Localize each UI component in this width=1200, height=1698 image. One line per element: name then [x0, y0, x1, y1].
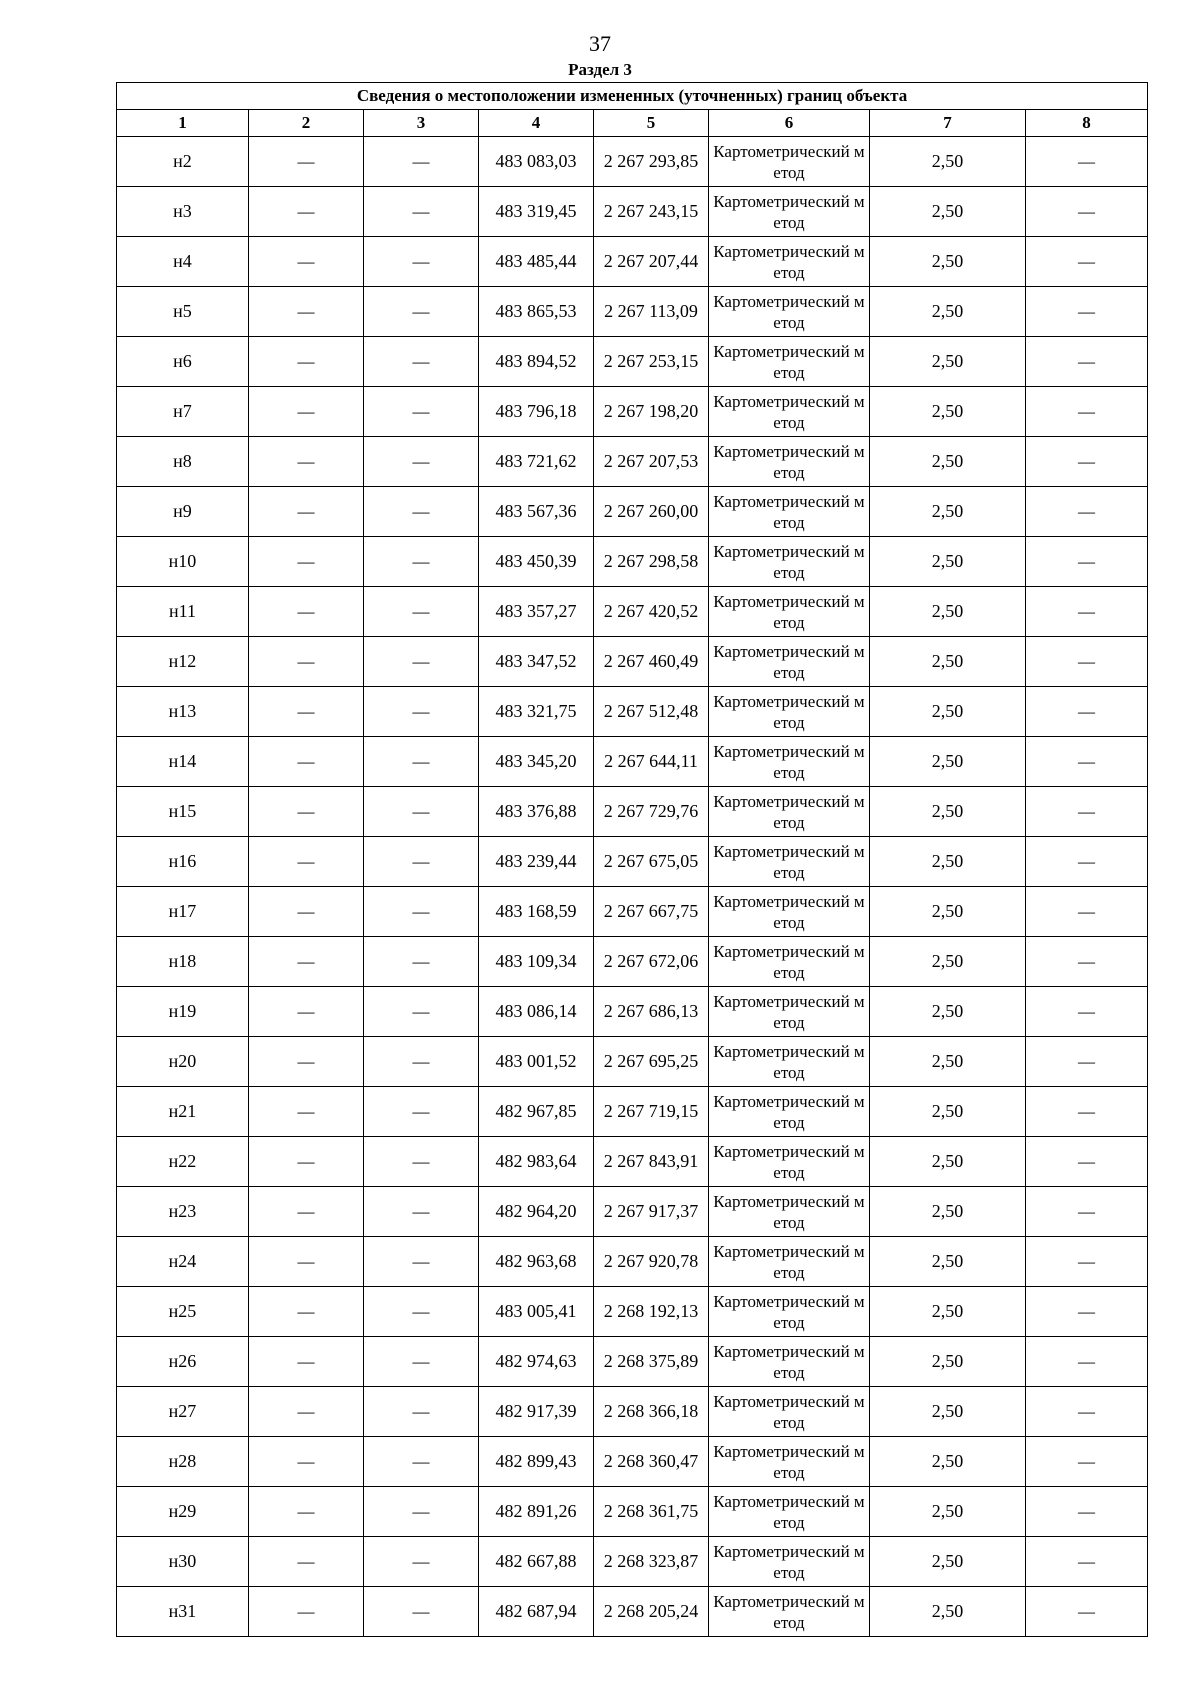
- empty-cell: —: [1026, 387, 1148, 437]
- empty-cell: —: [1026, 1337, 1148, 1387]
- empty-cell: —: [249, 1337, 364, 1387]
- column-header: 8: [1026, 110, 1148, 137]
- empty-cell: —: [364, 687, 479, 737]
- accuracy-cell: 2,50: [870, 687, 1026, 737]
- x-coordinate-cell: 483 865,53: [479, 287, 594, 337]
- point-number-cell: н9: [117, 487, 249, 537]
- x-coordinate-cell: 483 168,59: [479, 887, 594, 937]
- table-row: [117, 237, 1148, 287]
- x-coordinate-cell: 483 485,44: [479, 237, 594, 287]
- empty-cell: —: [249, 437, 364, 487]
- x-coordinate-cell: 483 083,03: [479, 137, 594, 187]
- empty-cell: —: [249, 387, 364, 437]
- accuracy-cell: 2,50: [870, 1237, 1026, 1287]
- accuracy-cell: 2,50: [870, 837, 1026, 887]
- empty-cell: —: [364, 1137, 479, 1187]
- empty-cell: —: [364, 387, 479, 437]
- accuracy-cell: 2,50: [870, 487, 1026, 537]
- y-coordinate-cell: 2 267 843,91: [594, 1137, 709, 1187]
- x-coordinate-cell: 483 239,44: [479, 837, 594, 887]
- method-cell: Картометрический метод: [709, 787, 870, 837]
- point-number-cell: н25: [117, 1287, 249, 1337]
- empty-cell: —: [1026, 337, 1148, 387]
- page-number: 37: [589, 31, 611, 56]
- column-header: 7: [870, 110, 1026, 137]
- empty-cell: —: [364, 987, 479, 1037]
- x-coordinate-cell: 483 357,27: [479, 587, 594, 637]
- table-row: [117, 137, 1148, 187]
- empty-cell: —: [1026, 1137, 1148, 1187]
- empty-cell: —: [1026, 287, 1148, 337]
- empty-cell: —: [364, 1487, 479, 1537]
- empty-cell: —: [1026, 237, 1148, 287]
- empty-cell: —: [364, 587, 479, 637]
- method-cell: Картометрический метод: [709, 937, 870, 987]
- point-number-cell: н15: [117, 787, 249, 837]
- x-coordinate-cell: 482 899,43: [479, 1437, 594, 1487]
- point-number-cell: н24: [117, 1237, 249, 1287]
- y-coordinate-cell: 2 268 360,47: [594, 1437, 709, 1487]
- table-row: [117, 737, 1148, 787]
- table-row: [117, 837, 1148, 887]
- empty-cell: —: [364, 1537, 479, 1587]
- x-coordinate-cell: 482 917,39: [479, 1387, 594, 1437]
- x-coordinate-cell: 482 667,88: [479, 1537, 594, 1587]
- empty-cell: —: [364, 887, 479, 937]
- x-coordinate-cell: 483 109,34: [479, 937, 594, 987]
- point-number-cell: н19: [117, 987, 249, 1037]
- x-coordinate-cell: 483 567,36: [479, 487, 594, 537]
- accuracy-cell: 2,50: [870, 1437, 1026, 1487]
- point-number-cell: н3: [117, 187, 249, 237]
- y-coordinate-cell: 2 267 260,00: [594, 487, 709, 537]
- x-coordinate-cell: 483 345,20: [479, 737, 594, 787]
- y-coordinate-cell: 2 267 920,78: [594, 1237, 709, 1287]
- empty-cell: —: [249, 787, 364, 837]
- empty-cell: —: [364, 1387, 479, 1437]
- method-cell: Картометрический метод: [709, 1137, 870, 1187]
- empty-cell: —: [249, 887, 364, 937]
- x-coordinate-cell: 483 321,75: [479, 687, 594, 737]
- empty-cell: —: [249, 637, 364, 687]
- table-caption-row: [117, 83, 1148, 110]
- empty-cell: —: [1026, 787, 1148, 837]
- table-row: [117, 487, 1148, 537]
- x-coordinate-cell: 483 001,52: [479, 1037, 594, 1087]
- empty-cell: —: [249, 1087, 364, 1137]
- x-coordinate-cell: 482 964,20: [479, 1187, 594, 1237]
- empty-cell: —: [1026, 1037, 1148, 1087]
- method-cell: Картометрический метод: [709, 387, 870, 437]
- accuracy-cell: 2,50: [870, 937, 1026, 987]
- empty-cell: —: [364, 937, 479, 987]
- method-cell: Картометрический метод: [709, 437, 870, 487]
- empty-cell: —: [249, 987, 364, 1037]
- table-row: [117, 637, 1148, 687]
- empty-cell: —: [1026, 937, 1148, 987]
- empty-cell: —: [249, 1237, 364, 1287]
- y-coordinate-cell: 2 267 695,25: [594, 1037, 709, 1087]
- empty-cell: —: [364, 237, 479, 287]
- empty-cell: —: [249, 1537, 364, 1587]
- empty-cell: —: [249, 137, 364, 187]
- x-coordinate-cell: 483 450,39: [479, 537, 594, 587]
- y-coordinate-cell: 2 267 686,13: [594, 987, 709, 1037]
- y-coordinate-cell: 2 267 719,15: [594, 1087, 709, 1137]
- table-row: [117, 1337, 1148, 1387]
- accuracy-cell: 2,50: [870, 987, 1026, 1037]
- empty-cell: —: [1026, 1487, 1148, 1537]
- x-coordinate-cell: 482 963,68: [479, 1237, 594, 1287]
- empty-cell: —: [1026, 887, 1148, 937]
- point-number-cell: н14: [117, 737, 249, 787]
- method-cell: Картометрический метод: [709, 287, 870, 337]
- point-number-cell: н8: [117, 437, 249, 487]
- empty-cell: —: [1026, 637, 1148, 687]
- empty-cell: —: [364, 437, 479, 487]
- x-coordinate-cell: 483 005,41: [479, 1287, 594, 1337]
- x-coordinate-cell: 482 891,26: [479, 1487, 594, 1537]
- empty-cell: —: [1026, 437, 1148, 487]
- empty-cell: —: [249, 837, 364, 887]
- empty-cell: —: [364, 1087, 479, 1137]
- column-header: 4: [479, 110, 594, 137]
- accuracy-cell: 2,50: [870, 1537, 1026, 1587]
- method-cell: Картометрический метод: [709, 837, 870, 887]
- table-row: [117, 937, 1148, 987]
- section-title: Раздел 3: [568, 60, 632, 79]
- table-row: [117, 1137, 1148, 1187]
- y-coordinate-cell: 2 267 113,09: [594, 287, 709, 337]
- accuracy-cell: 2,50: [870, 887, 1026, 937]
- empty-cell: —: [249, 1137, 364, 1187]
- empty-cell: —: [249, 587, 364, 637]
- y-coordinate-cell: 2 267 207,53: [594, 437, 709, 487]
- table-row: [117, 987, 1148, 1037]
- y-coordinate-cell: 2 268 375,89: [594, 1337, 709, 1387]
- empty-cell: —: [249, 537, 364, 587]
- table-row: [117, 1587, 1148, 1637]
- table-row: [117, 1487, 1148, 1537]
- y-coordinate-cell: 2 268 192,13: [594, 1287, 709, 1337]
- table-header-row: [117, 110, 1148, 137]
- empty-cell: —: [1026, 1187, 1148, 1237]
- y-coordinate-cell: 2 268 323,87: [594, 1537, 709, 1587]
- accuracy-cell: 2,50: [870, 587, 1026, 637]
- method-cell: Картометрический метод: [709, 1537, 870, 1587]
- point-number-cell: н16: [117, 837, 249, 887]
- method-cell: Картометрический метод: [709, 137, 870, 187]
- method-cell: Картометрический метод: [709, 487, 870, 537]
- y-coordinate-cell: 2 268 205,24: [594, 1587, 709, 1637]
- empty-cell: —: [364, 187, 479, 237]
- y-coordinate-cell: 2 267 644,11: [594, 737, 709, 787]
- table-row: [117, 887, 1148, 937]
- empty-cell: —: [249, 937, 364, 987]
- empty-cell: —: [249, 1387, 364, 1437]
- column-header: 3: [364, 110, 479, 137]
- method-cell: Картометрический метод: [709, 1037, 870, 1087]
- accuracy-cell: 2,50: [870, 1187, 1026, 1237]
- empty-cell: —: [364, 787, 479, 837]
- accuracy-cell: 2,50: [870, 637, 1026, 687]
- method-cell: Картометрический метод: [709, 1487, 870, 1537]
- empty-cell: —: [364, 1187, 479, 1237]
- method-cell: Картометрический метод: [709, 1587, 870, 1637]
- point-number-cell: н11: [117, 587, 249, 637]
- table-row: [117, 1187, 1148, 1237]
- x-coordinate-cell: 483 796,18: [479, 387, 594, 437]
- method-cell: Картометрический метод: [709, 1187, 870, 1237]
- empty-cell: —: [249, 487, 364, 537]
- empty-cell: —: [249, 337, 364, 387]
- x-coordinate-cell: 482 974,63: [479, 1337, 594, 1387]
- y-coordinate-cell: 2 267 198,20: [594, 387, 709, 437]
- y-coordinate-cell: 2 267 729,76: [594, 787, 709, 837]
- method-cell: Картометрический метод: [709, 1287, 870, 1337]
- empty-cell: —: [364, 637, 479, 687]
- y-coordinate-cell: 2 267 298,58: [594, 537, 709, 587]
- point-number-cell: н5: [117, 287, 249, 337]
- empty-cell: —: [249, 1587, 364, 1637]
- point-number-cell: н18: [117, 937, 249, 987]
- table-row: [117, 387, 1148, 437]
- y-coordinate-cell: 2 267 460,49: [594, 637, 709, 687]
- point-number-cell: н31: [117, 1587, 249, 1637]
- x-coordinate-cell: 483 894,52: [479, 337, 594, 387]
- method-cell: Картометрический метод: [709, 1087, 870, 1137]
- y-coordinate-cell: 2 267 512,48: [594, 687, 709, 737]
- method-cell: Картометрический метод: [709, 637, 870, 687]
- empty-cell: —: [1026, 587, 1148, 637]
- x-coordinate-cell: 483 319,45: [479, 187, 594, 237]
- empty-cell: —: [249, 737, 364, 787]
- empty-cell: —: [364, 1337, 479, 1387]
- empty-cell: —: [1026, 1087, 1148, 1137]
- point-number-cell: н26: [117, 1337, 249, 1387]
- y-coordinate-cell: 2 267 667,75: [594, 887, 709, 937]
- accuracy-cell: 2,50: [870, 787, 1026, 837]
- method-cell: Картометрический метод: [709, 237, 870, 287]
- point-number-cell: н17: [117, 887, 249, 937]
- empty-cell: —: [1026, 837, 1148, 887]
- accuracy-cell: 2,50: [870, 1037, 1026, 1087]
- empty-cell: —: [249, 687, 364, 737]
- method-cell: Картометрический метод: [709, 887, 870, 937]
- empty-cell: —: [1026, 1237, 1148, 1287]
- empty-cell: —: [249, 187, 364, 237]
- empty-cell: —: [364, 1287, 479, 1337]
- y-coordinate-cell: 2 267 420,52: [594, 587, 709, 637]
- method-cell: Картометрический метод: [709, 737, 870, 787]
- table-caption: Сведения о местоположении измененных (уточненных) границ объекта: [117, 83, 1148, 110]
- table-row: [117, 1437, 1148, 1487]
- accuracy-cell: 2,50: [870, 1087, 1026, 1137]
- accuracy-cell: 2,50: [870, 1337, 1026, 1387]
- y-coordinate-cell: 2 267 675,05: [594, 837, 709, 887]
- table-row: [117, 537, 1148, 587]
- table-row: [117, 1287, 1148, 1337]
- x-coordinate-cell: 483 376,88: [479, 787, 594, 837]
- y-coordinate-cell: 2 267 293,85: [594, 137, 709, 187]
- x-coordinate-cell: 482 687,94: [479, 1587, 594, 1637]
- accuracy-cell: 2,50: [870, 237, 1026, 287]
- accuracy-cell: 2,50: [870, 337, 1026, 387]
- empty-cell: —: [364, 1037, 479, 1087]
- empty-cell: —: [249, 1487, 364, 1537]
- accuracy-cell: 2,50: [870, 1137, 1026, 1187]
- accuracy-cell: 2,50: [870, 287, 1026, 337]
- point-number-cell: н4: [117, 237, 249, 287]
- x-coordinate-cell: 483 721,62: [479, 437, 594, 487]
- empty-cell: —: [364, 837, 479, 887]
- empty-cell: —: [1026, 687, 1148, 737]
- empty-cell: —: [1026, 1537, 1148, 1587]
- empty-cell: —: [1026, 487, 1148, 537]
- y-coordinate-cell: 2 267 243,15: [594, 187, 709, 237]
- table-body: [117, 137, 1148, 1637]
- table-row: [117, 587, 1148, 637]
- table-row: [117, 337, 1148, 387]
- point-number-cell: н7: [117, 387, 249, 437]
- empty-cell: —: [1026, 1287, 1148, 1337]
- column-header: 6: [709, 110, 870, 137]
- empty-cell: —: [1026, 537, 1148, 587]
- y-coordinate-cell: 2 267 917,37: [594, 1187, 709, 1237]
- method-cell: Картометрический метод: [709, 1437, 870, 1487]
- accuracy-cell: 2,50: [870, 387, 1026, 437]
- x-coordinate-cell: 482 983,64: [479, 1137, 594, 1187]
- method-cell: Картометрический метод: [709, 1337, 870, 1387]
- point-number-cell: н28: [117, 1437, 249, 1487]
- empty-cell: —: [364, 487, 479, 537]
- x-coordinate-cell: 482 967,85: [479, 1087, 594, 1137]
- column-header: 5: [594, 110, 709, 137]
- y-coordinate-cell: 2 267 207,44: [594, 237, 709, 287]
- point-number-cell: н6: [117, 337, 249, 387]
- y-coordinate-cell: 2 267 253,15: [594, 337, 709, 387]
- point-number-cell: н13: [117, 687, 249, 737]
- x-coordinate-cell: 483 347,52: [479, 637, 594, 687]
- empty-cell: —: [249, 1437, 364, 1487]
- y-coordinate-cell: 2 268 366,18: [594, 1387, 709, 1437]
- accuracy-cell: 2,50: [870, 1587, 1026, 1637]
- point-number-cell: н30: [117, 1537, 249, 1587]
- empty-cell: —: [364, 1437, 479, 1487]
- empty-cell: —: [364, 537, 479, 587]
- point-number-cell: н10: [117, 537, 249, 587]
- empty-cell: —: [249, 237, 364, 287]
- method-cell: Картометрический метод: [709, 337, 870, 387]
- method-cell: Картометрический метод: [709, 587, 870, 637]
- empty-cell: —: [1026, 187, 1148, 237]
- empty-cell: —: [1026, 1387, 1148, 1437]
- empty-cell: —: [1026, 1587, 1148, 1637]
- table-row: [117, 1237, 1148, 1287]
- accuracy-cell: 2,50: [870, 137, 1026, 187]
- method-cell: Картометрический метод: [709, 537, 870, 587]
- column-header: 2: [249, 110, 364, 137]
- method-cell: Картометрический метод: [709, 1237, 870, 1287]
- accuracy-cell: 2,50: [870, 1287, 1026, 1337]
- table-row: [117, 1037, 1148, 1087]
- empty-cell: —: [364, 137, 479, 187]
- point-number-cell: н23: [117, 1187, 249, 1237]
- method-cell: Картометрический метод: [709, 1387, 870, 1437]
- method-cell: Картометрический метод: [709, 687, 870, 737]
- table-row: [117, 1087, 1148, 1137]
- point-number-cell: н29: [117, 1487, 249, 1537]
- empty-cell: —: [249, 1187, 364, 1237]
- empty-cell: —: [249, 287, 364, 337]
- empty-cell: —: [1026, 1437, 1148, 1487]
- table-row: [117, 687, 1148, 737]
- point-number-cell: н20: [117, 1037, 249, 1087]
- point-number-cell: н21: [117, 1087, 249, 1137]
- y-coordinate-cell: 2 268 361,75: [594, 1487, 709, 1537]
- accuracy-cell: 2,50: [870, 1487, 1026, 1537]
- table-row: [117, 1387, 1148, 1437]
- table-row: [117, 1537, 1148, 1587]
- coordinates-table: [116, 82, 1148, 1637]
- accuracy-cell: 2,50: [870, 187, 1026, 237]
- point-number-cell: н27: [117, 1387, 249, 1437]
- accuracy-cell: 2,50: [870, 437, 1026, 487]
- empty-cell: —: [364, 737, 479, 787]
- table-row: [117, 287, 1148, 337]
- empty-cell: —: [364, 1237, 479, 1287]
- method-cell: Картометрический метод: [709, 987, 870, 1037]
- empty-cell: —: [1026, 737, 1148, 787]
- column-header: 1: [117, 110, 249, 137]
- point-number-cell: н2: [117, 137, 249, 187]
- table-row: [117, 787, 1148, 837]
- x-coordinate-cell: 483 086,14: [479, 987, 594, 1037]
- point-number-cell: н12: [117, 637, 249, 687]
- accuracy-cell: 2,50: [870, 737, 1026, 787]
- method-cell: Картометрический метод: [709, 187, 870, 237]
- empty-cell: —: [1026, 987, 1148, 1037]
- table-row: [117, 437, 1148, 487]
- table-row: [117, 187, 1148, 237]
- accuracy-cell: 2,50: [870, 1387, 1026, 1437]
- y-coordinate-cell: 2 267 672,06: [594, 937, 709, 987]
- empty-cell: —: [249, 1037, 364, 1087]
- empty-cell: —: [1026, 137, 1148, 187]
- empty-cell: —: [249, 1287, 364, 1337]
- accuracy-cell: 2,50: [870, 537, 1026, 587]
- empty-cell: —: [364, 287, 479, 337]
- empty-cell: —: [364, 1587, 479, 1637]
- point-number-cell: н22: [117, 1137, 249, 1187]
- empty-cell: —: [364, 337, 479, 387]
